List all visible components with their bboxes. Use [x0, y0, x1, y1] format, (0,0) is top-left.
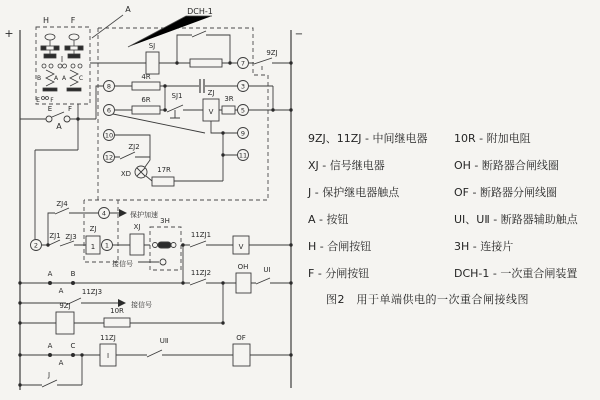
dch1-leader-line: [128, 16, 212, 47]
sj1-delay-symbol: [170, 110, 180, 118]
terminal-5: [238, 105, 249, 116]
10r-resistor-box: [104, 318, 130, 327]
button-b-contact-dot: [71, 281, 75, 285]
pushbutton-symbols: [41, 34, 83, 100]
terminal-3: [238, 81, 249, 92]
label-inner-a2: A: [61, 75, 67, 82]
label-11zj3: 11ZJ3: [81, 288, 103, 296]
signal-terminal-circle: [160, 259, 166, 265]
svg-text:6: 6: [106, 106, 112, 115]
legend: [308, 125, 578, 307]
svg-text:5: 5: [240, 106, 246, 115]
label-3r: 3R: [224, 95, 234, 103]
label-btn-h: H: [42, 16, 50, 25]
legend-item: DCH-1 - 一次重合闸装置: [454, 267, 578, 280]
legend-column-2: [454, 125, 578, 287]
label-jiexinhao-2: 接信号: [131, 301, 152, 309]
label-u1: UⅠ: [263, 266, 271, 274]
legend-item: 10R - 附加电阻: [454, 132, 531, 145]
label-inner-a1: A: [53, 75, 59, 82]
label-zj-v: ZJ: [207, 89, 215, 97]
label-btn-f: F: [70, 16, 76, 25]
terminal-12: [104, 152, 115, 163]
legend-item: OF - 断路器分闸线圈: [454, 186, 557, 199]
svg-text:2: 2: [33, 241, 39, 250]
xj-relay-box: [130, 234, 144, 255]
sj-coil-box: [146, 52, 159, 74]
6r-resistor-box: [132, 106, 160, 114]
legend-item: 3H - 连接片: [454, 240, 514, 253]
legend-item: UⅠ、UⅡ - 断路器辅助触点: [454, 213, 578, 226]
4r-resistor-box: [132, 82, 160, 90]
label-xd: XD: [120, 170, 131, 178]
label-6r: 6R: [141, 96, 151, 104]
oh-coil-box: [236, 273, 251, 293]
label-3h: 3H: [160, 217, 170, 225]
label-minus: −: [294, 29, 304, 40]
terminal-2: [31, 240, 42, 251]
label-zj1: ZJ1: [49, 232, 61, 240]
label-11zj1: 11ZJ1: [190, 231, 212, 239]
svg-text:12: 12: [104, 153, 114, 162]
legend-column-1: [308, 125, 452, 287]
terminal-10: [104, 130, 115, 141]
svg-text:7: 7: [240, 59, 246, 68]
label-9zj-coil: 9ZJ: [59, 302, 71, 310]
label-row-a1: A: [47, 270, 53, 278]
legend-item: F - 分闸按钮: [308, 267, 370, 280]
button-a-contact-dot: [48, 281, 52, 285]
svg-text:11: 11: [238, 151, 248, 160]
label-zj2: ZJ2: [128, 143, 140, 151]
label-v-in: V: [208, 108, 214, 116]
button-c-contact-dot: [71, 353, 75, 357]
trip-button-f-icon: [65, 34, 83, 91]
label-contact-f: F: [67, 105, 73, 113]
label-sj1: SJ1: [171, 92, 183, 100]
3h-connector-icon: [153, 242, 177, 248]
label-contact-e: E: [47, 105, 53, 113]
label-row-a-mid2: A: [58, 359, 64, 367]
label-xj: XJ: [133, 223, 141, 231]
label-11zj2: 11ZJ2: [190, 269, 212, 277]
label-v-box: V: [238, 243, 244, 251]
terminal-8: [104, 81, 115, 92]
terminal-11: [238, 150, 249, 161]
9zj-coil-box: [56, 312, 74, 334]
label-sj: SJ: [148, 42, 156, 50]
label-oh: OH: [237, 263, 249, 271]
label-inner-b: B: [36, 75, 42, 82]
label-row-a-mid1: A: [58, 287, 64, 295]
label-row-b: B: [70, 270, 76, 278]
svg-text:3: 3: [240, 82, 246, 91]
of-coil-box: [233, 344, 250, 366]
3r-resistor-box: [222, 106, 235, 114]
terminal-1: [102, 240, 113, 251]
contact-e-circle: [46, 116, 52, 122]
label-j: J: [47, 371, 51, 379]
label-inner-c: C: [78, 75, 84, 82]
label-inner-f: F: [50, 97, 54, 104]
label-jiasu: 保护加速: [130, 211, 158, 219]
label-row-a2: A: [47, 342, 53, 350]
terminal-6: [104, 105, 115, 116]
label-17r: 17R: [157, 166, 171, 174]
terminal-4: [99, 208, 110, 219]
legend-item: 9ZJ、11ZJ - 中间继电器: [308, 132, 428, 145]
label-dch1: DCH-1: [187, 7, 213, 16]
capacitor-symbol: [200, 79, 204, 93]
label-plus: +: [4, 27, 14, 40]
legend-item: XJ - 信号继电器: [308, 159, 385, 172]
label-zj4: ZJ4: [56, 200, 68, 208]
label-11zj-box: 11ZJ: [100, 334, 116, 342]
accel-arrow: [119, 209, 127, 217]
signal-arrow: [118, 299, 126, 307]
17r-resistor-box: [152, 177, 174, 186]
terminal-9: [238, 128, 249, 139]
a-leader-line: [92, 15, 123, 38]
button-a2-contact-dot: [48, 353, 52, 357]
top-resistor-box: [190, 59, 222, 67]
label-of: OF: [236, 334, 246, 342]
svg-text:10: 10: [104, 131, 114, 140]
label-9zj-contact: 9ZJ: [266, 49, 278, 57]
label-top-a: A: [125, 5, 131, 14]
label-10r: 10R: [110, 307, 124, 315]
legend-item: A - 按钮: [308, 213, 349, 226]
label-jiexinhao-1: 接信号: [112, 260, 133, 268]
figure-caption: 图2 用于单端供电的一次重合闸接线图: [326, 293, 529, 306]
label-inner-e: E: [36, 97, 40, 104]
label-zj-coil: ZJ: [89, 225, 97, 233]
label-row-c: C: [70, 342, 76, 350]
label-u2: UⅡ: [159, 337, 169, 345]
label-btn-a-row: A: [56, 122, 62, 131]
terminal-7: [238, 58, 249, 69]
label-i-in-box: I: [106, 352, 110, 360]
legend-item: H - 合闸按钮: [308, 240, 372, 253]
legend-item: OH - 断路器合闸线圈: [454, 159, 559, 172]
legend-item: J - 保护继电器触点: [308, 186, 400, 199]
label-coil-1: 1: [90, 243, 96, 251]
contact-f-circle: [64, 116, 70, 122]
label-4r: 4R: [141, 73, 151, 81]
svg-text:4: 4: [101, 209, 107, 218]
svg-text:9: 9: [240, 129, 246, 138]
label-zj3: ZJ3: [65, 233, 77, 241]
close-button-h-icon: [41, 34, 59, 91]
svg-text:1: 1: [104, 241, 110, 250]
svg-text:8: 8: [106, 82, 112, 91]
